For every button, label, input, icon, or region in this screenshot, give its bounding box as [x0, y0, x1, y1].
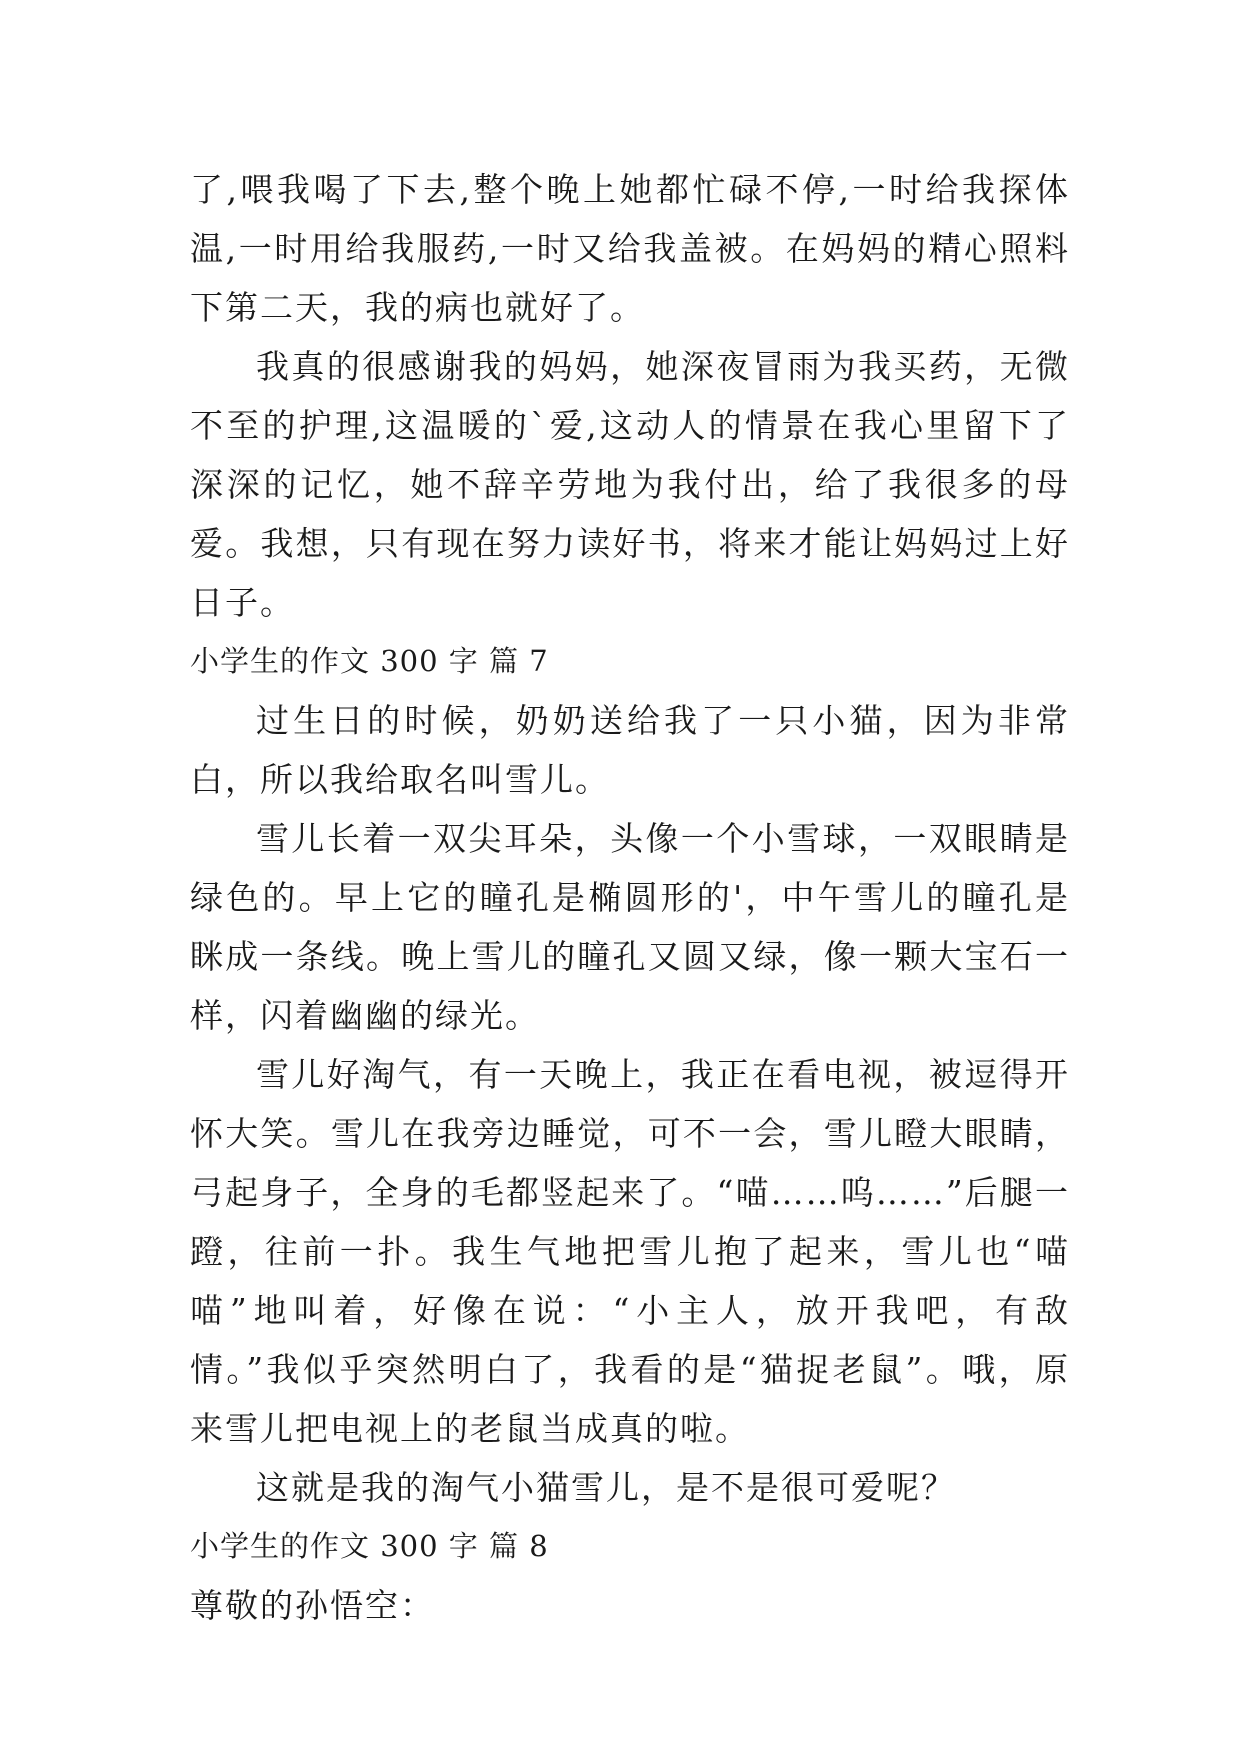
essay-heading: 小学生的作文 300 字 篇 8	[190, 1529, 549, 1563]
essay-heading: 小学生的作文 300 字 篇 7	[190, 644, 549, 678]
salutation: 尊敬的孙悟空：	[190, 1586, 435, 1625]
paragraph: 这就是我的淘气小猫雪儿，是不是很可爱呢？	[256, 1468, 956, 1507]
paragraph-continuation: 了,喂我喝了下去,整个晚上她都忙碌不停,一时给我探体温,一时用给我服药,一时又给我盖被。在妈妈的精心照料下第二天，我的病也就好了。	[190, 170, 1070, 327]
paragraph: 雪儿长着一双尖耳朵，头像一个小雪球，一双眼睛是绿色的。早上它的瞳孔是椭圆形的'，中午雪儿的瞳孔是眯成一条线。晚上雪儿的瞳孔又圆又绿，像一颗大宝石一样，闪着幽幽的绿光。	[190, 819, 1070, 1035]
paragraph: 雪儿好淘气，有一天晚上，我正在看电视，被逗得开怀大笑。雪儿在我旁边睡觉，可不一会，雪儿瞪大眼睛，弓起身子，全身的毛都竖起来了。“喵……呜……”后腿一蹬，往前一扑。我生气地把雪儿抱了起来，雪儿也“喵喵”地叫着，好像在说：“小主人，放开我吧，有敌情。”我似乎突然明白了，我看的是“猫捉老鼠”。哦，原来雪儿把电视上的老鼠当成真的啦。	[190, 1055, 1070, 1448]
paragraph: 过生日的时候，奶奶送给我了一只小猫，因为非常白，所以我给取名叫雪儿。	[190, 701, 1070, 799]
document-body	[190, 160, 1070, 1635]
paragraph: 我真的很感谢我的妈妈，她深夜冒雨为我买药，无微不至的护理,这温暖的`爱,这动人的情景在我心里留下了深深的记忆，她不辞辛劳地为我付出，给了我很多的母爱。我想，只有现在努力读好书，将来才能让妈妈过上好日子。	[190, 347, 1070, 622]
